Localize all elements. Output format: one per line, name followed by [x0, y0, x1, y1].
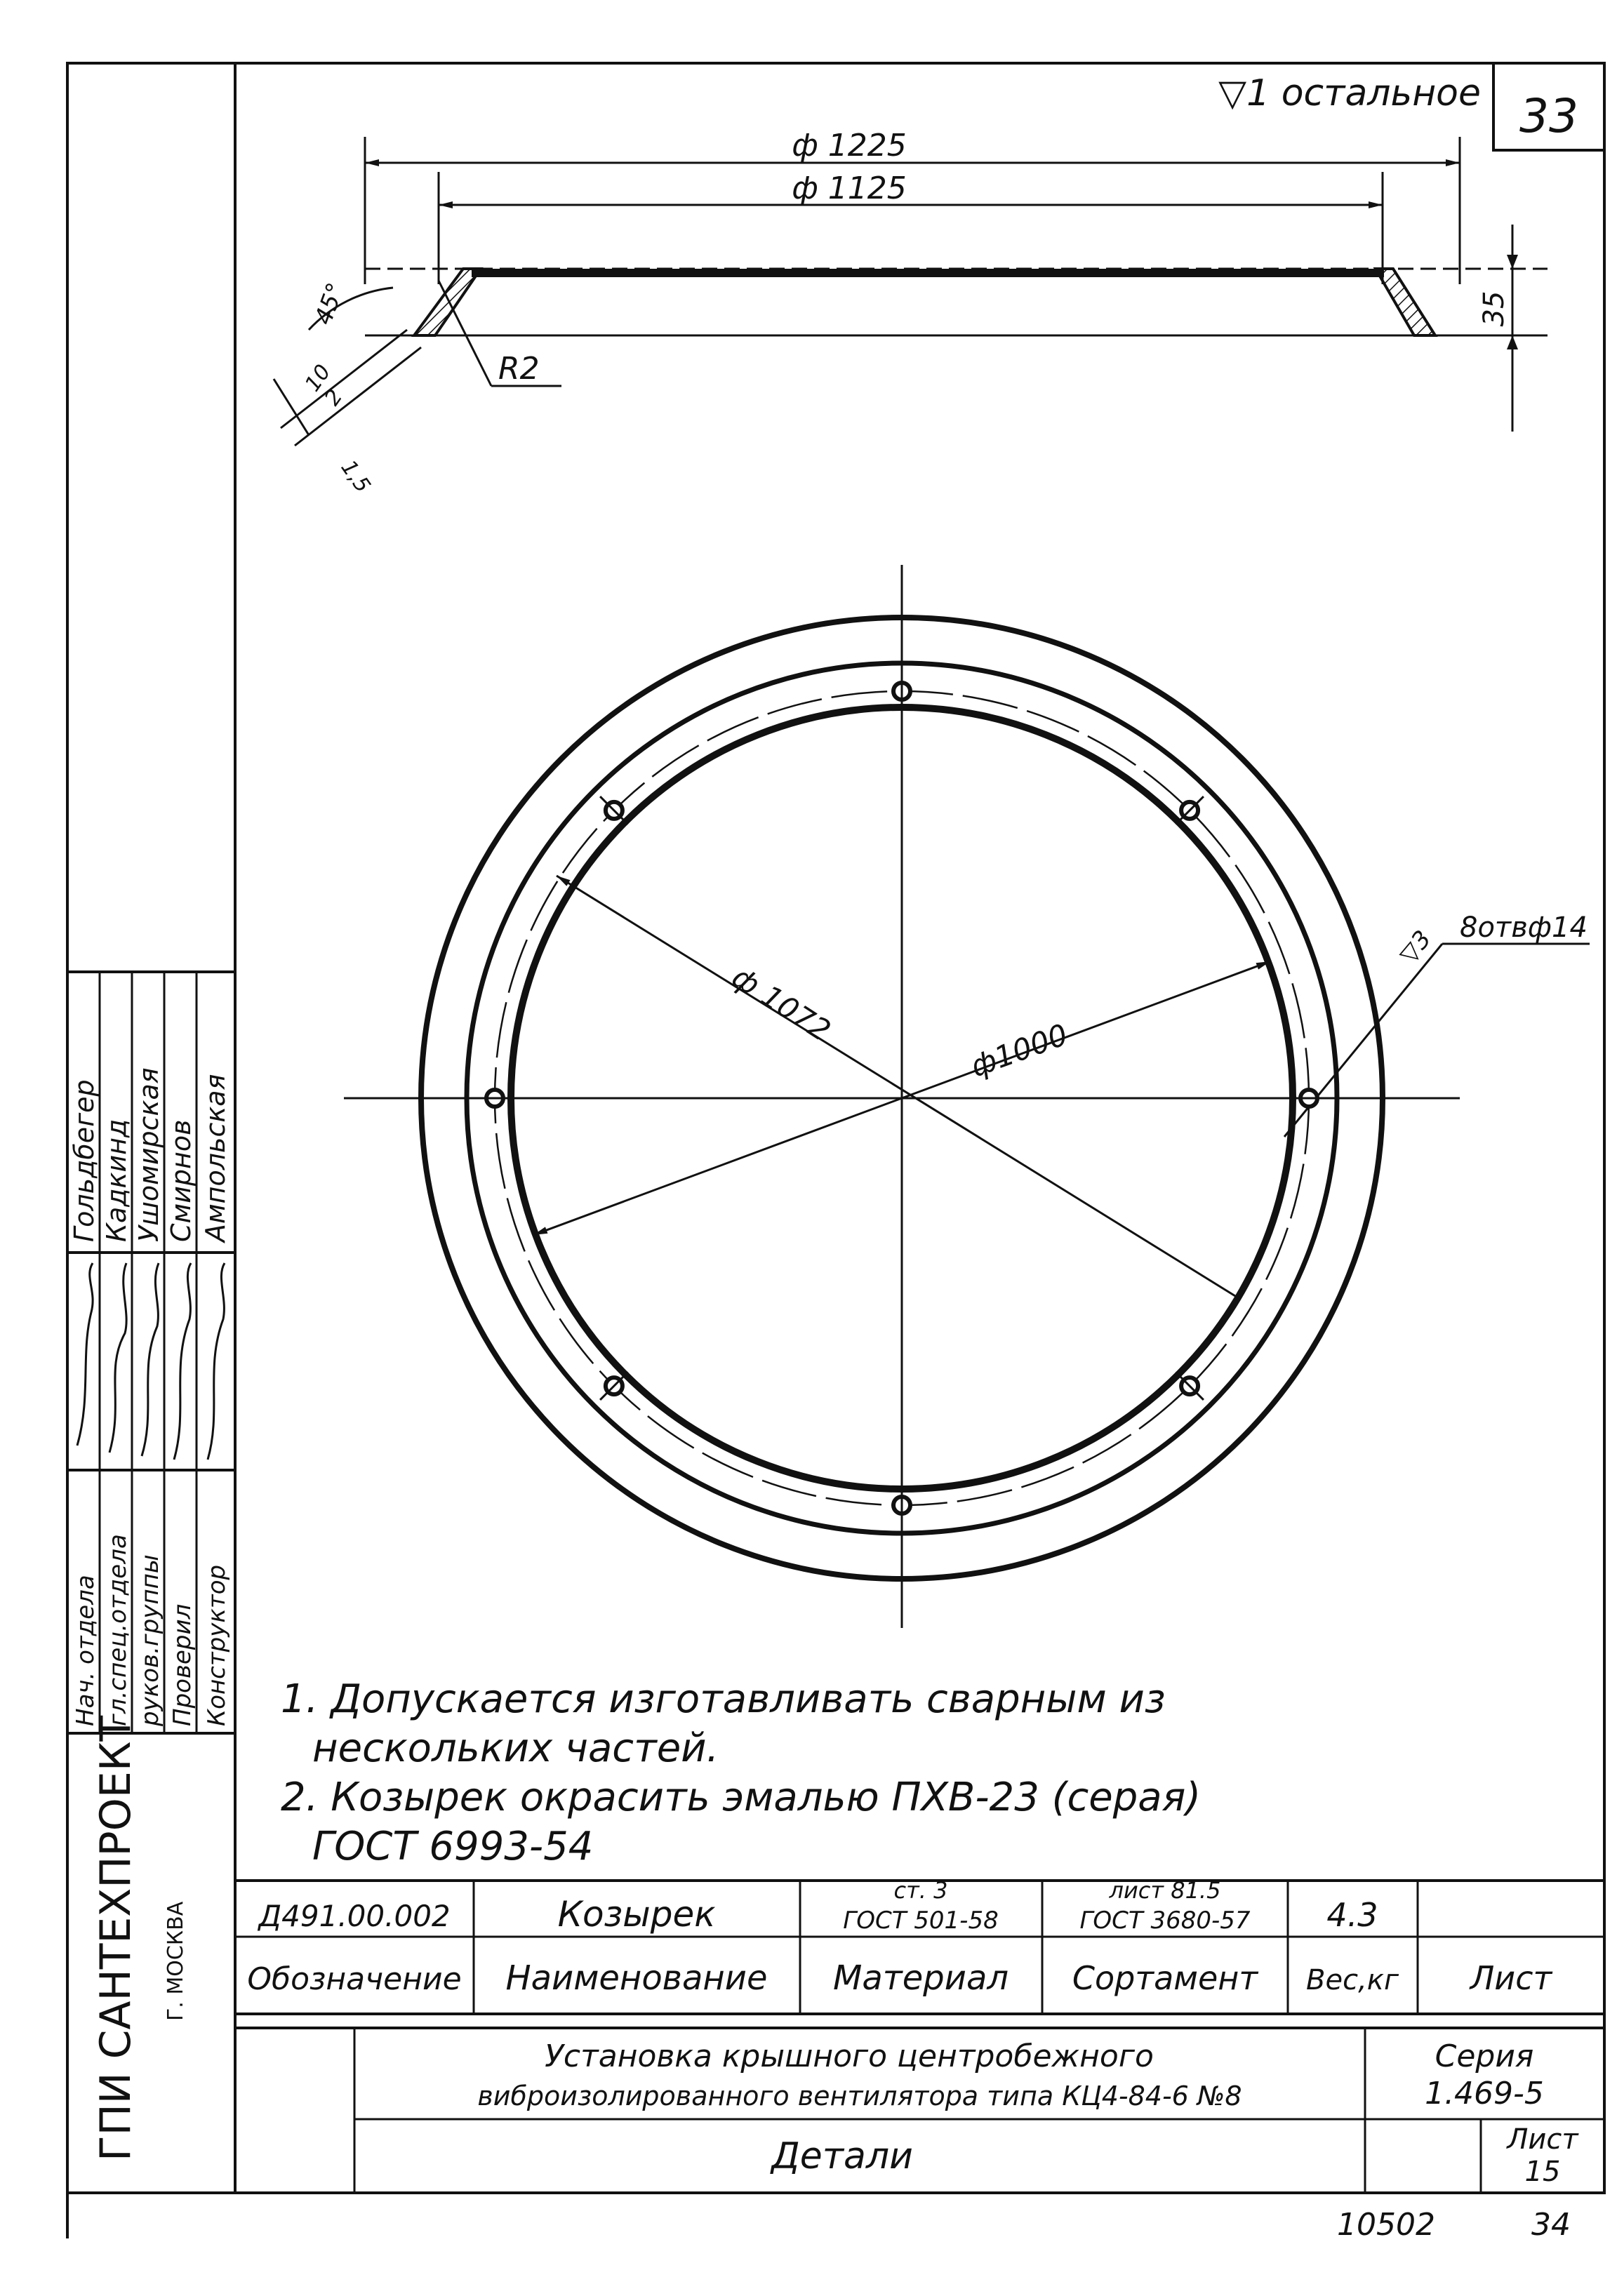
profile-hatch-right — [1376, 269, 1435, 335]
dim-inner-diameter: ф 1125 — [792, 171, 907, 206]
approver-role-2: гл.спец.отдела — [104, 1534, 132, 1726]
approver-name-1: Гольдбегер — [69, 1079, 100, 1242]
approver-name-5: Ампольская — [200, 1074, 231, 1242]
plan-view — [344, 565, 1590, 1628]
note-line-3: 2. Козырек окрасить эмалью ПХВ-23 (серая) — [281, 1775, 1202, 1820]
dim-b: 2 — [319, 385, 348, 411]
approver-role-1: Нач. отдела — [72, 1575, 100, 1726]
dim-height: 35 — [1478, 291, 1510, 327]
approver-role-5: Конструктор — [203, 1564, 231, 1726]
approver-role-3: руков.группы — [136, 1554, 164, 1726]
spec-designation: Д491.00.002 — [258, 1899, 451, 1933]
series-value: 1.469-5 — [1425, 2076, 1544, 2111]
page-number: 33 — [1519, 89, 1578, 143]
dim-bolt-circle-diameter: ф 1072 — [726, 959, 837, 1048]
approval-names — [69, 1067, 231, 1244]
spec-assortment-2: ГОСТ 3680-57 — [1079, 1907, 1251, 1935]
dim-inner-diameter-plan: ф1000 — [966, 1017, 1072, 1084]
spec-name: Козырек — [557, 1894, 716, 1935]
series-label: Серия — [1435, 2038, 1534, 2074]
approver-name-2: Кадкинд — [101, 1119, 132, 1242]
hole-finish-mark: ▽3 — [1394, 925, 1437, 969]
title-line-1: Установка крышного центробежного — [545, 2038, 1154, 2074]
header-sheet: Лист — [1470, 1959, 1552, 1997]
spec-assortment-1: лист 81.5 — [1109, 1877, 1221, 1904]
spec-material-1: ст. 3 — [893, 1877, 948, 1904]
footer-number-left: 10502 — [1337, 2207, 1435, 2243]
sheet-label: Лист — [1507, 2123, 1578, 2156]
approver-name-3: Ушомирская — [133, 1067, 164, 1242]
header-assortment: Сортамент — [1072, 1959, 1258, 1997]
dim-outer-diameter: ф 1225 — [792, 128, 907, 163]
dim-radius: R2 — [498, 351, 540, 387]
header-name: Наименование — [505, 1958, 768, 1998]
header-designation: Обозначение — [247, 1961, 462, 1997]
header-material: Материал — [832, 1958, 1009, 1998]
organization-city: Г. МОСКВА — [164, 1901, 188, 2021]
title-line-2: виброизолированного вентилятора типа КЦ4-84-6 №8 — [477, 2081, 1242, 2111]
profile-top — [472, 269, 1384, 277]
spec-weight: 4.3 — [1326, 1896, 1378, 1934]
drawing-title: Детали — [771, 2135, 913, 2177]
dim-a: 10 — [300, 360, 336, 396]
note-line-4: ГОСТ 6993-54 — [312, 1824, 594, 1869]
approval-roles — [72, 1534, 231, 1727]
note-line-1: 1. Допускается изготавливать сварным из — [281, 1676, 1166, 1722]
dim-angle: 45° — [309, 279, 351, 329]
dim-thickness: 1,5 — [335, 455, 375, 498]
spec-material-2: ГОСТ 501-58 — [843, 1907, 999, 1935]
section-view — [274, 137, 1548, 446]
sheet-value: 15 — [1524, 2156, 1561, 2188]
surface-finish-note: ▽1 остальное — [1218, 72, 1481, 114]
holes-note: 8отвф14 — [1460, 912, 1588, 944]
note-line-2: нескольких частей. — [312, 1726, 719, 1771]
profile-hatch-left — [414, 269, 481, 335]
approver-name-4: Смирнов — [166, 1119, 197, 1242]
approver-role-4: Проверил — [168, 1603, 197, 1726]
header-weight: Вес,кг — [1306, 1964, 1399, 1996]
organization-name: ГПИ САНТЕХПРОЕКТ — [91, 1715, 140, 2161]
footer-number-right: 34 — [1531, 2207, 1571, 2243]
